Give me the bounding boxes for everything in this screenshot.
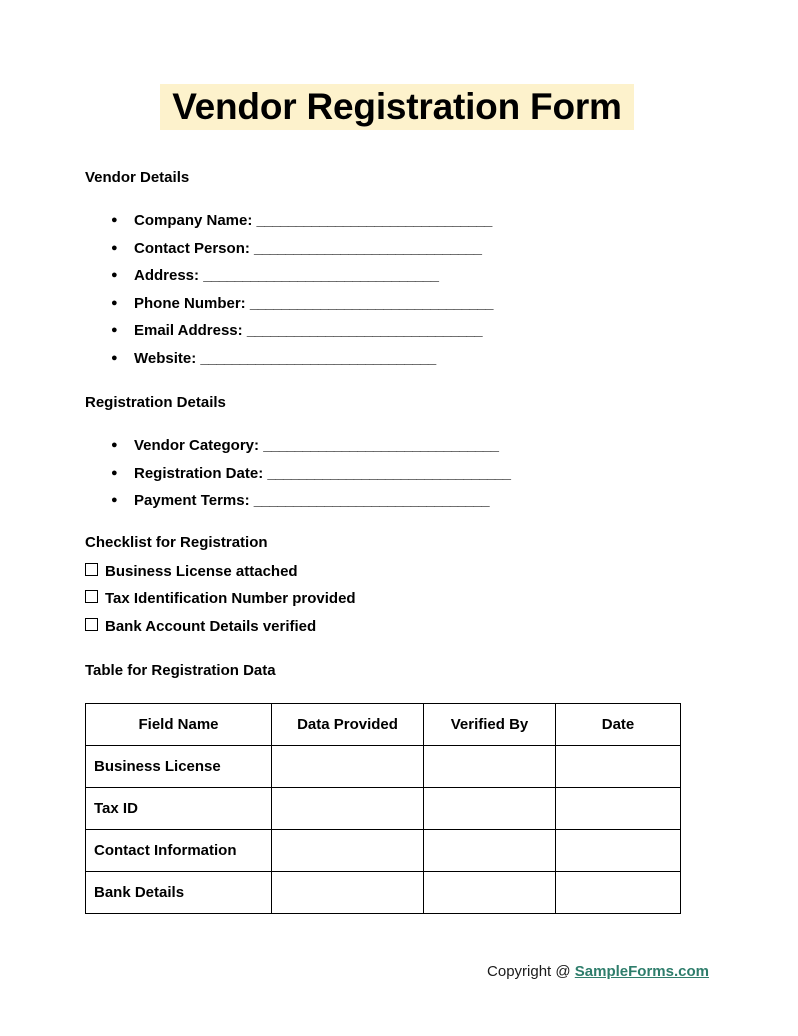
cell-data-provided[interactable] (272, 788, 424, 830)
list-item (85, 262, 493, 290)
list-item (85, 487, 510, 515)
fill-line-contact-person[interactable]: _____________________________ (254, 239, 482, 257)
cell-data-provided[interactable] (272, 746, 424, 788)
section-heading-vendor-details: Vendor Details (85, 169, 190, 186)
column-header-date: Date (556, 704, 681, 746)
table-row (86, 830, 681, 872)
fill-line-address[interactable]: ______________________________ (203, 267, 439, 284)
cell-date[interactable] (556, 830, 681, 872)
fill-line-website[interactable]: ______________________________ (200, 349, 436, 367)
page-title: Vendor Registration Form (160, 84, 634, 130)
cell-data-provided[interactable] (272, 872, 424, 914)
checklist-item-label: Bank Account Details verified (105, 618, 317, 635)
fill-line-registration-date[interactable]: _______________________________ (267, 464, 511, 482)
fill-line-vendor-category[interactable]: ______________________________ (263, 437, 499, 454)
fill-line-company-name[interactable]: ______________________________ (256, 212, 492, 229)
cell-field-tax-id: Tax ID (86, 788, 272, 830)
field-label-payment-terms: Payment Terms: (134, 492, 250, 509)
checkbox-icon[interactable] (85, 618, 98, 631)
checklist-item-business-license[interactable] (85, 558, 298, 586)
checkbox-icon[interactable] (85, 590, 98, 603)
copyright-text: Copyright @ (487, 963, 571, 980)
column-header-field-name: Field Name (86, 704, 272, 746)
section-heading-checklist: Checklist for Registration (85, 534, 268, 551)
fill-line-phone-number[interactable]: _______________________________ (249, 294, 493, 312)
section-heading-registration-details: Registration Details (85, 394, 226, 411)
section-heading-table: Table for Registration Data (85, 662, 276, 679)
cell-field-bank-details: Bank Details (86, 872, 272, 914)
footer (487, 963, 709, 980)
vendor-details-list (85, 207, 493, 372)
list-item (85, 207, 493, 235)
table-header-row (86, 704, 681, 746)
cell-verified-by[interactable] (424, 746, 556, 788)
cell-verified-by[interactable] (424, 830, 556, 872)
field-label-website: Website: (134, 349, 197, 367)
registration-data-table (85, 703, 681, 914)
cell-verified-by[interactable] (424, 788, 556, 830)
fill-line-payment-terms[interactable]: ______________________________ (253, 492, 490, 509)
cell-date[interactable] (556, 872, 681, 914)
list-item (85, 317, 493, 345)
brand-link[interactable]: SampleForms.com (574, 963, 709, 980)
checkbox-icon[interactable] (85, 563, 98, 576)
table-row (86, 872, 681, 914)
field-label-address: Address: (134, 267, 200, 284)
list-item (85, 235, 493, 263)
checklist-item-bank-account[interactable] (85, 613, 316, 641)
cell-date[interactable] (556, 746, 681, 788)
field-label-contact-person: Contact Person: (134, 239, 250, 257)
field-label-phone-number: Phone Number: (134, 294, 246, 312)
cell-field-contact-information: Contact Information (86, 830, 272, 872)
table-row (86, 746, 681, 788)
fill-line-email-address[interactable]: ______________________________ (246, 322, 483, 339)
cell-date[interactable] (556, 788, 681, 830)
cell-field-business-license: Business License (86, 746, 272, 788)
list-item (85, 345, 493, 373)
field-label-vendor-category: Vendor Category: (134, 437, 260, 454)
cell-verified-by[interactable] (424, 872, 556, 914)
column-header-verified-by: Verified By (424, 704, 556, 746)
field-label-email-address: Email Address: (134, 322, 243, 339)
checklist-item-label: Business License attached (105, 563, 298, 580)
table-row (86, 788, 681, 830)
list-item (85, 460, 510, 488)
list-item (85, 290, 493, 318)
field-label-registration-date: Registration Date: (134, 464, 264, 482)
column-header-data-provided: Data Provided (272, 704, 424, 746)
checklist-item-tax-id[interactable] (85, 585, 356, 613)
list-item (85, 432, 510, 460)
checklist-item-label: Tax Identification Number provided (105, 590, 356, 607)
cell-data-provided[interactable] (272, 830, 424, 872)
field-label-company-name: Company Name: (134, 212, 253, 229)
registration-details-list (85, 432, 510, 515)
